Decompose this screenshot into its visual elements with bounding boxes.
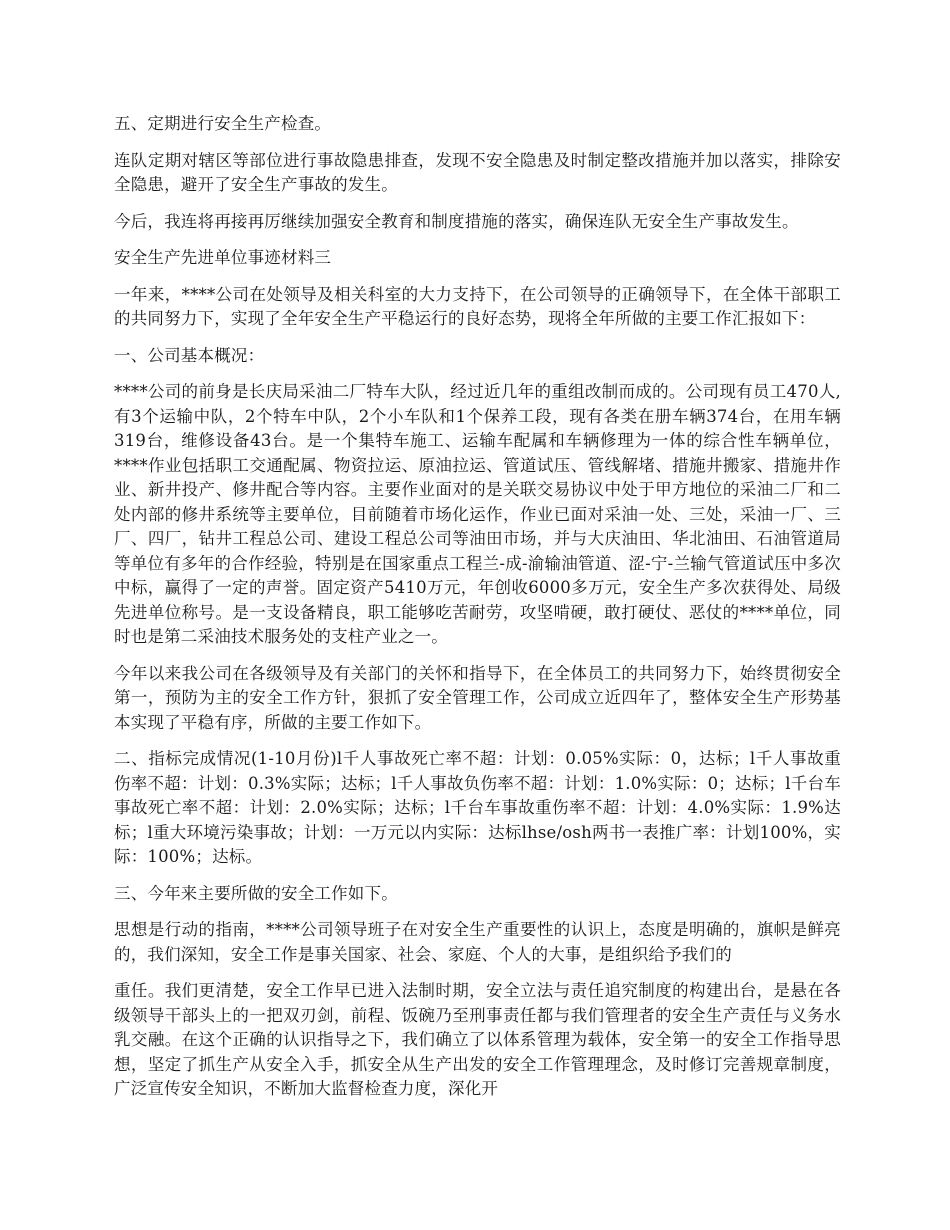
paragraph-future-plan: 今后，我连将再接再厉继续加强安全教育和制度措施的落实，确保连队无安全生产事故发生。 bbox=[114, 211, 799, 231]
document-page bbox=[114, 112, 841, 1114]
paragraph-indicators: 二、指标完成情况(1-10月份)l千人事故死亡率不超：计划：0.05%实际：0，达标；l千人事故重伤率不超：计划：0.3%实际；达标；l千人事故负伤率不超：计划：1.0%实际：0；达标；l千台车事故死亡率不超：计划：2.0%实际；达标；l千台车事故重伤率不超：计划：4.0%实际：1.9%达标；l重大环境污染事故；计划：一万元以内实际：达标lhse/osh两书一表推广率：计划100%，实际：100%；达标。 bbox=[114, 749, 841, 866]
paragraph-responsibility: 重任。我们更清楚，安全工作早已进入法制时期，安全立法与责任追究制度的构建出台，是悬在各级领导干部头上的一把双刃剑，前程、饭碗乃至刑事责任都与我们管理者的安全生产责任与义务水乳交融。在这个正确的认识指导之下，我们确立了以体系管理为载体，安全第一的安全工作指导思想，坚定了抓生产从安全入手，抓安全从生产出发的安全工作管理理念，及时修订完善规章制度，广泛宣传安全知识，不断加大监督检查力度，深化开 bbox=[114, 981, 841, 1098]
document-subtitle: 安全生产先进单位事迹材料三 bbox=[114, 248, 332, 267]
paragraph-company-overview: ****公司的前身是长庆局采油二厂特车大队，经过近几年的重组改制而成的。公司现有员工470人,有3个运输中队，2个特车中队，2个小车队和1个保养工段，现有各类在册车辆374台，在用车辆319台，维修设备43台。是一个集特车施工、运输车配属和车辆修理为一体的综合性车辆单位，****作业包括职工交通配属、物资拉运、原油拉运、管道试压、管线解堵、措施井搬家、措施井作业、新井投产、修井配合等内容。主要作业面对的是关联交易协议中处于甲方地位的采油二厂和二处内部的修井系统等主要单位，目前随着市场化运作，作业已面对采油一处、三处，采油一厂、三厂、四厂，钻井工程总公司、建设工程总公司等油田市场，并与大庆油田、华北油田、石油管道局等单位有多年的合作经验，特别是在国家重点工程兰-成-渝输油管道、涩-宁-兰输气管道试压中多次中标，赢得了一定的声誉。固定资产5410万元，年创收6000多万元，安全生产多次获得处、局级先进单位称号。是一支设备精良，职工能够吃苦耐劳，攻坚啃硬，敢打硬仗、恶仗的****单位，同时也是第二采油技术服务处的支柱产业之一。 bbox=[114, 382, 841, 646]
section-heading-overview: 一、公司基本概况： bbox=[114, 345, 265, 365]
section-heading-inspection: 五、定期进行安全生产检查。 bbox=[114, 114, 332, 133]
paragraph-intro: 一年来，****公司在处领导及相关科室的大力支持下，在公司领导的正确领导下，在全体干部职工的共同努力下，实现了全年安全生产平稳运行的良好态势，现将全年所做的主要工作汇报如下： bbox=[114, 284, 841, 328]
paragraph-this-year: 今年以来我公司在各级领导及有关部门的关怀和指导下，在全体员工的共同努力下，始终贯彻安全第一，预防为主的安全工作方针，狠抓了安全管理工作，公司成立近四年了，整体安全生产形势基本实现了平稳有序，所做的主要工作如下。 bbox=[114, 663, 841, 732]
paragraph-guidance: 思想是行动的指南，****公司领导班子在对安全生产重要性的认识上，态度是明确的，旗帜是鲜亮的，我们深知，安全工作是事关国家、社会、家庭、个人的大事，是组织给予我们的 bbox=[114, 920, 841, 964]
paragraph-hazard-check: 连队定期对辖区等部位进行事故隐患排查，发现不安全隐患及时制定整改措施并加以落实，排除安全隐患，避开了安全生产事故的发生。 bbox=[114, 150, 841, 194]
section-heading-main-work: 三、今年来主要所做的安全工作如下。 bbox=[114, 883, 398, 903]
